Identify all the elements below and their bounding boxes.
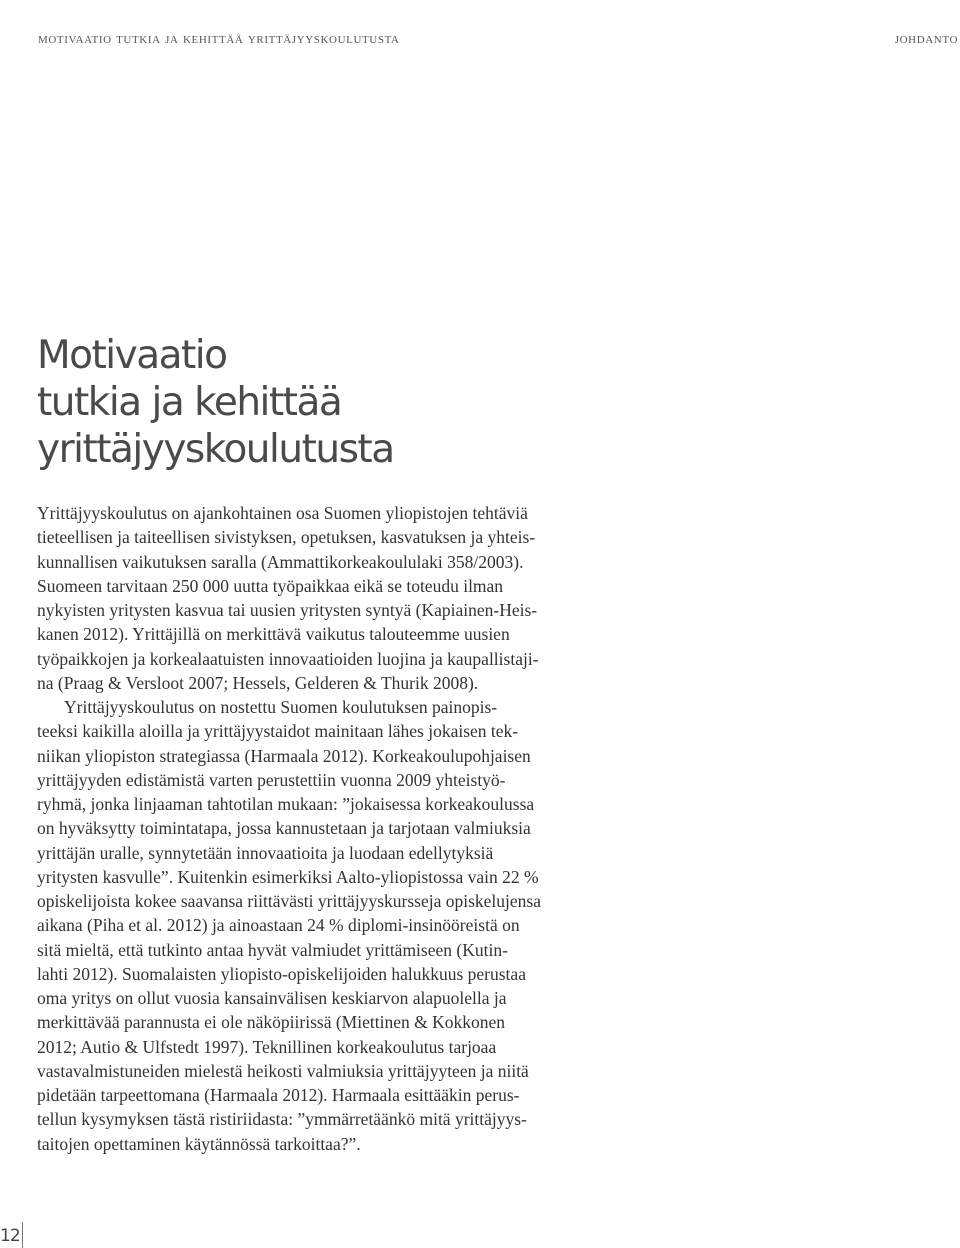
text-line: sitä mieltä, että tutkinto antaa hyvät valmiudet yrittämiseen (Kutin- xyxy=(37,939,508,960)
text-line: tieteellisen ja taiteellisen sivistyksen, opetuksen, kasvatuksen ja yhteis- xyxy=(37,527,536,548)
text-line: on hyväksytty toimintatapa, jossa kannustetaan ja tarjotaan valmiuksia xyxy=(37,818,531,839)
page-number-text: 12 xyxy=(0,1226,20,1246)
text-line: teeksi kaikilla aloilla ja yrittäjyystaidot mainitaan lähes jokaisen tek- xyxy=(37,721,519,742)
text-line: niikan yliopiston strategiassa (Harmaala 2012). Korkeakoulupohjaisen xyxy=(37,745,531,766)
text-line: vastavalmistuneiden mielestä heikosti valmiuksia yrittäjyyteen ja niitä xyxy=(37,1060,529,1081)
text-line: merkittävää parannusta ei ole näköpiirissä (Miettinen & Kokkonen xyxy=(37,1012,505,1033)
text-line: Yrittäjyyskoulutus on ajankohtainen osa Suomen yliopistojen tehtäviä xyxy=(37,503,528,523)
running-header xyxy=(38,30,958,50)
text-line: yritysten kasvulle”. Kuitenkin esimerkiksi Aalto-yliopistossa vain 22 % xyxy=(37,866,539,887)
header-book-title: motivaatio tutkia ja kehittää yrittäjyyskoulutusta xyxy=(38,30,400,47)
text-line: yrittäjyyden edistämistä varten perustettiin vuonna 2009 yhteistyö- xyxy=(37,769,506,790)
text-line: työpaikkojen ja korkealaatuisten innovaatioiden luojina ja kaupallistaji- xyxy=(37,648,539,669)
text-line: Yrittäjyyskoulutus on nostettu Suomen koulutuksen painopis- xyxy=(64,697,498,717)
text-line: pidetään tarpeettomana (Harmaala 2012). Harmaala esittääkin perus- xyxy=(37,1085,520,1105)
text-line: opiskelijoista kokee saavansa riittävästi yrittäjyyskursseja opiskelujensa xyxy=(37,891,541,911)
page-title-line: tutkia ja kehittää xyxy=(37,380,342,425)
text-line: na (Praag & Versloot 2007; Hessels, Gelderen & Thurik 2008). xyxy=(37,672,479,693)
page-title-line: Motivaatio xyxy=(37,333,227,378)
body-text xyxy=(37,501,599,1156)
text-line: kanen 2012). Yrittäjillä on merkittävä vaikutus talouteemme uusien xyxy=(37,624,510,645)
text-line: oma yritys on ollut vuosia kansainvälisen keskiarvon alapuolella ja xyxy=(37,988,507,1008)
text-line: taitojen opettaminen käytännössä tarkoittaa?”. xyxy=(37,1133,361,1154)
page-number xyxy=(0,1222,23,1248)
text-line: kunnallisen vaikutuksen saralla (Ammattikorkeakoululaki 358/2003). xyxy=(37,551,524,572)
text-line: tellun kysymyksen tästä ristiriidasta: ”ymmärretäänkö mitä yrittäjyys- xyxy=(37,1109,527,1130)
text-line: 2012; Autio & Ulfstedt 1997). Teknillinen korkeakoulutus tarjoaa xyxy=(37,1036,497,1057)
text-line: ryhmä, jonka linjaaman tahtotilan mukaan: ”jokaisessa korkeakoulussa xyxy=(37,794,535,814)
text-line: lahti 2012). Suomalaisten yliopisto-opiskelijoiden halukkuus perustaa xyxy=(37,963,526,984)
page-title xyxy=(37,332,394,473)
header-section-title: johdanto xyxy=(894,30,958,47)
page-title-line: yrittäjyyskoulutusta xyxy=(37,427,394,472)
text-line: nykyisten yritysten kasvua tai uusien yritysten syntyä (Kapiainen-Heis- xyxy=(37,600,538,620)
text-line: aikana (Piha et al. 2012) ja ainoastaan 24 % diplomi-insinööreistä on xyxy=(37,915,520,936)
text-line: yrittäjän uralle, synnytetään innovaatioita ja luodaan edellytyksiä xyxy=(37,842,494,863)
text-line: Suomeen tarvitaan 250 000 uutta työpaikkaa eikä se toteudu ilman xyxy=(37,575,504,596)
